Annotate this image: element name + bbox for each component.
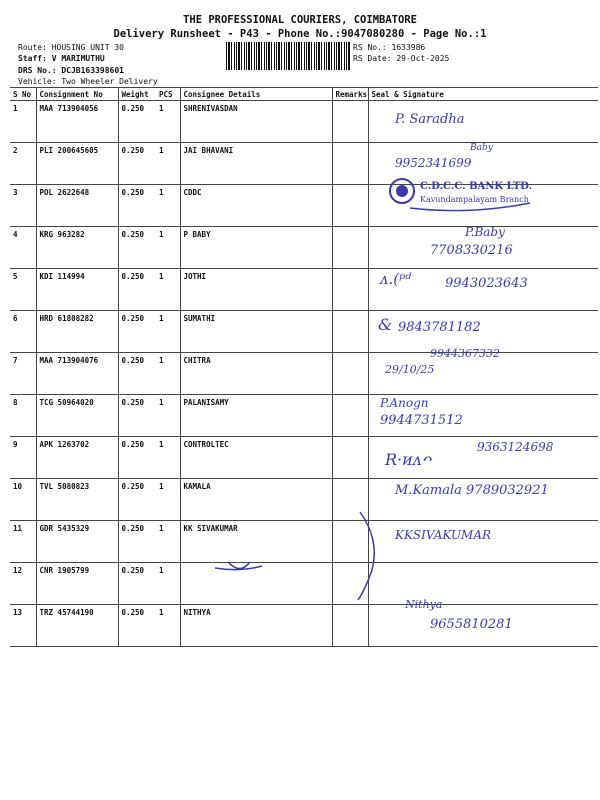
row-pcs: 1 bbox=[156, 605, 180, 647]
row-consignee: JOTHI bbox=[180, 269, 332, 311]
row-weight: 0.250 bbox=[118, 437, 156, 479]
col-sno: S No bbox=[10, 88, 36, 101]
row-pcs: 1 bbox=[156, 185, 180, 227]
company-title: THE PROFESSIONAL COURIERS, COIMBATORE bbox=[183, 14, 417, 26]
row-consignment-no: TRZ 45744190 bbox=[36, 605, 118, 647]
row-pcs: 1 bbox=[156, 269, 180, 311]
signature-10: M.Kamala 9789032921 bbox=[395, 483, 549, 498]
row-weight: 0.250 bbox=[118, 479, 156, 521]
row-consignee: NITHYA bbox=[180, 605, 332, 647]
route-label: Route: HOUSING UNIT 30 bbox=[18, 43, 124, 52]
signature-2-name: Baby bbox=[470, 143, 493, 153]
runsheet-subtitle: Delivery Runsheet - P43 - Phone No.:9047080280 - Page No.:1 bbox=[113, 28, 487, 40]
signature-9-mark: R·ᴎᴧᴖ bbox=[385, 450, 432, 469]
signature-13-phone: 9655810281 bbox=[430, 617, 513, 632]
row-pcs: 1 bbox=[156, 437, 180, 479]
row-sno: 10 bbox=[10, 479, 36, 521]
signature-13-name: Nithya bbox=[405, 598, 443, 611]
row-consignee: CHITRA bbox=[180, 353, 332, 395]
signature-5-phone: 9943023643 bbox=[445, 276, 528, 291]
signature-6-phone: 9843781182 bbox=[398, 320, 481, 335]
signature-6-mark: & bbox=[378, 315, 393, 334]
col-weight: Weight bbox=[118, 88, 156, 101]
signature-8-phone: 9944731512 bbox=[380, 413, 463, 428]
row-consignment-no: KRG 963282 bbox=[36, 227, 118, 269]
rs-date: RS Date: 29-Oct-2025 bbox=[353, 54, 450, 63]
row-sno: 2 bbox=[10, 143, 36, 185]
row-consignment-no: TCG 50964020 bbox=[36, 395, 118, 437]
row-consignee: SUMATHI bbox=[180, 311, 332, 353]
row-pcs: 1 bbox=[156, 521, 180, 563]
row-consignee: KK SIVAKUMAR bbox=[180, 521, 332, 563]
col-pcs: PCS bbox=[156, 88, 180, 101]
row-consignment-no: HRD 61808282 bbox=[36, 311, 118, 353]
row-consignment-no: APK 1263702 bbox=[36, 437, 118, 479]
row-sno: 1 bbox=[10, 101, 36, 143]
row-weight: 0.250 bbox=[118, 185, 156, 227]
col-signature: Seal & Signature bbox=[368, 88, 598, 101]
row-consignment-no: MAA 713904056 bbox=[36, 101, 118, 143]
row-pcs: 1 bbox=[156, 395, 180, 437]
row-sno: 8 bbox=[10, 395, 36, 437]
signature-4-phone: 7708330216 bbox=[430, 243, 513, 258]
row-weight: 0.250 bbox=[118, 311, 156, 353]
signature-2-phone: 9952341699 bbox=[395, 156, 472, 170]
col-consignee: Consignee Details bbox=[180, 88, 332, 101]
row-weight: 0.250 bbox=[118, 227, 156, 269]
row-weight: 0.250 bbox=[118, 563, 156, 605]
row-sno: 12 bbox=[10, 563, 36, 605]
row-consignee: KAMALA bbox=[180, 479, 332, 521]
row-sno: 9 bbox=[10, 437, 36, 479]
row-weight: 0.250 bbox=[118, 521, 156, 563]
row-weight: 0.250 bbox=[118, 395, 156, 437]
row-consignee: PALANISAMY bbox=[180, 395, 332, 437]
row-sno: 7 bbox=[10, 353, 36, 395]
row-consignee: JAI BHAVANI bbox=[180, 143, 332, 185]
row-weight: 0.250 bbox=[118, 101, 156, 143]
row-weight: 0.250 bbox=[118, 143, 156, 185]
row-sno: 13 bbox=[10, 605, 36, 647]
row-consignee: CDDC bbox=[180, 185, 332, 227]
row-pcs: 1 bbox=[156, 143, 180, 185]
signature-8-name: P.Anogn bbox=[380, 396, 429, 410]
signature-4-name: P.Baby bbox=[465, 225, 505, 239]
row-consignee: P BABY bbox=[180, 227, 332, 269]
row-sno: 11 bbox=[10, 521, 36, 563]
row-pcs: 1 bbox=[156, 353, 180, 395]
col-consignment: Consignment No bbox=[36, 88, 118, 101]
row-consignment-no: PLI 200645605 bbox=[36, 143, 118, 185]
row-pcs: 1 bbox=[156, 101, 180, 143]
row-consignee: SHRENIVASDAN bbox=[180, 101, 332, 143]
signature-11: KKSIVAKUMAR bbox=[395, 528, 492, 542]
staff-label: Staff: V MARIMUTHU bbox=[18, 54, 105, 63]
row-consignment-no: CNR 1905799 bbox=[36, 563, 118, 605]
row-consignment-no: POL 2622648 bbox=[36, 185, 118, 227]
rs-number: RS No.: 1633986 bbox=[353, 43, 426, 52]
row-pcs: 1 bbox=[156, 563, 180, 605]
row-weight: 0.250 bbox=[118, 353, 156, 395]
row-weight: 0.250 bbox=[118, 269, 156, 311]
row-sno: 3 bbox=[10, 185, 36, 227]
row-weight: 0.250 bbox=[118, 605, 156, 647]
signature-7-phone: 9944367332 bbox=[430, 347, 500, 360]
row-sno: 6 bbox=[10, 311, 36, 353]
row-sno: 5 bbox=[10, 269, 36, 311]
row-consignment-no: GDR 5435329 bbox=[36, 521, 118, 563]
row-pcs: 1 bbox=[156, 311, 180, 353]
bracket-stroke bbox=[358, 512, 374, 600]
signature-1: P. Saradha bbox=[395, 112, 465, 127]
row-consignment-no: MAA 713904076 bbox=[36, 353, 118, 395]
signature-7-date: 29/10/25 bbox=[385, 363, 435, 376]
vehicle-label: Vehicle: Two Wheeler Delivery bbox=[18, 77, 158, 86]
row-consignment-no: TVL 5080823 bbox=[36, 479, 118, 521]
signature-9-phone: 9363124698 bbox=[477, 440, 554, 454]
row-pcs: 1 bbox=[156, 227, 180, 269]
stamp-bank-name: C.D.C.C. BANK LTD. bbox=[420, 181, 533, 192]
stamp-branch: Kavundampalayam Branch bbox=[420, 195, 529, 204]
row-consignment-no: KDI 114994 bbox=[36, 269, 118, 311]
signature-5-mark: ᴧ.(ᵖᵈ bbox=[380, 270, 412, 288]
col-remarks: Remarks bbox=[332, 88, 368, 101]
row-12-scribble bbox=[215, 562, 262, 570]
drs-number: DRS No.: DCJB163398601 bbox=[18, 66, 124, 75]
row-sno: 4 bbox=[10, 227, 36, 269]
row-pcs: 1 bbox=[156, 479, 180, 521]
row-consignee: CONTROLTEC bbox=[180, 437, 332, 479]
